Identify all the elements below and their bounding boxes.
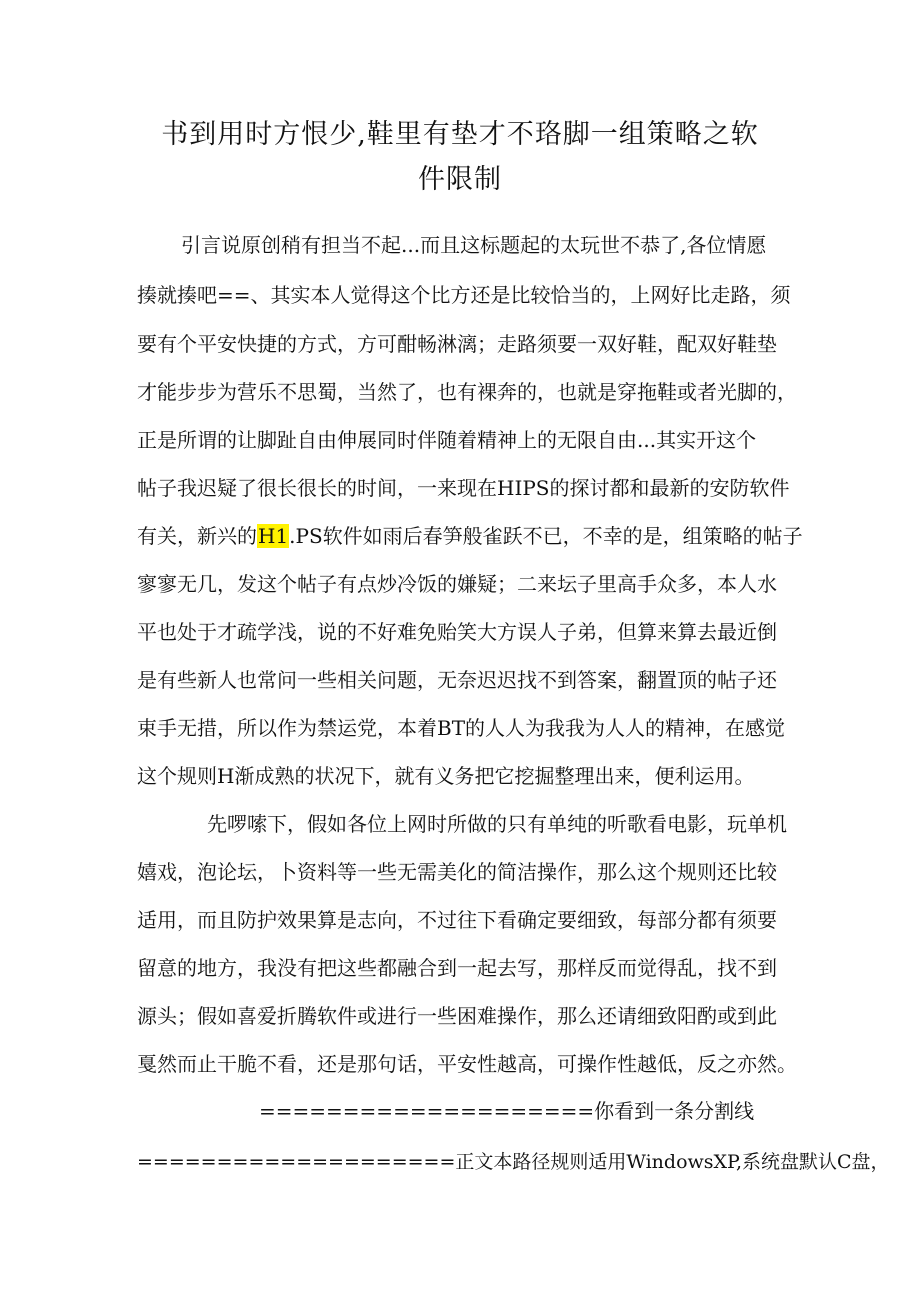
paragraph-1-line-8: 寥寥无几，发这个帖子有点炒冷饭的嫌疑；二来坛子里高手众多，本人水: [137, 572, 777, 596]
paragraph-1-line-9: 平也处于才疏学浅，说的不好难免贻笑大方误人子弟，但算来算去最近倒: [137, 620, 777, 644]
paragraph-1-line-5: 正是所谓的让脚趾自由伸展同时伴随着精神上的无限自由...其实开这个: [137, 428, 757, 452]
line-7-suffix: .PS软件如雨后春笋般雀跃不已，不幸的是，组策略的帖子: [289, 524, 803, 548]
paragraph-1-line-1: 引言说原创稍有担当不起...而且这标题起的太玩世不恭了,各位情愿: [181, 233, 767, 257]
title-line-1: 书到用时方恨少,鞋里有垫才不珞脚一组策略之软: [161, 119, 759, 150]
paragraph-2-line-3: 适用，而且防护效果算是志向，不过往下看确定要细致，每部分都有须要: [137, 908, 777, 932]
paragraph-2-line-4: 留意的地方，我没有把这些都融合到一起去写，那样反而觉得乱，找不到: [137, 956, 777, 980]
paragraph-1-line-2: 揍就揍吧==、其实本人觉得这个比方还是比较恰当的，上网好比走路，须: [137, 283, 791, 307]
paragraph-1-line-12: 这个规则H渐成熟的状况下，就有义务把它挖掘整理出来，便利运用。: [137, 764, 755, 788]
paragraph-1-line-11: 束手无措，所以作为禁运党，本着BT的人人为我我为人人的精神，在感觉: [137, 716, 786, 740]
body-final-line: ====================正文本路径规则适用WindowsXP,系统盘默认C盘，: [137, 1151, 890, 1173]
paragraph-1-line-7: [137, 522, 803, 550]
paragraph-1-line-10: 是有些新人也常问一些相关问题，无奈迟迟找不到答案，翻置顶的帖子还: [137, 668, 777, 692]
paragraph-2-line-6: 戛然而止干脆不看，还是那句话，平安性越高，可操作性越低，反之亦然。: [137, 1052, 797, 1076]
title-line-2: 件限制: [418, 164, 502, 195]
paragraph-2-line-1: 先啰嗦下，假如各位上网时所做的只有单纯的听歌看电影，玩单机: [207, 812, 787, 836]
paragraph-1-line-3: 要有个平安快捷的方式，方可酣畅淋漓；走路须要一双好鞋，配双好鞋垫: [137, 332, 777, 356]
paragraph-2-line-5: 源头；假如喜爱折腾软件或进行一些困难操作，那么还请细致阳酌或到此: [137, 1004, 777, 1028]
paragraph-1-line-6: 帖子我迟疑了很长很长的时间，一来现在HIPS的探讨都和最新的安防软件: [137, 476, 790, 500]
highlighted-text: H1: [258, 524, 289, 548]
line-7-prefix: 有关，新兴的: [137, 524, 257, 548]
paragraph-2-line-2: 嬉戏，泡论坛，卜资料等一些无需美化的简洁操作，那么这个规则还比较: [137, 860, 777, 884]
paragraph-1-line-4: 才能步步为营乐不思蜀，当然了，也有裸奔的，也就是穿拖鞋或者光脚的，: [137, 380, 797, 404]
divider-line: ====================你看到一条分割线: [259, 1099, 755, 1123]
